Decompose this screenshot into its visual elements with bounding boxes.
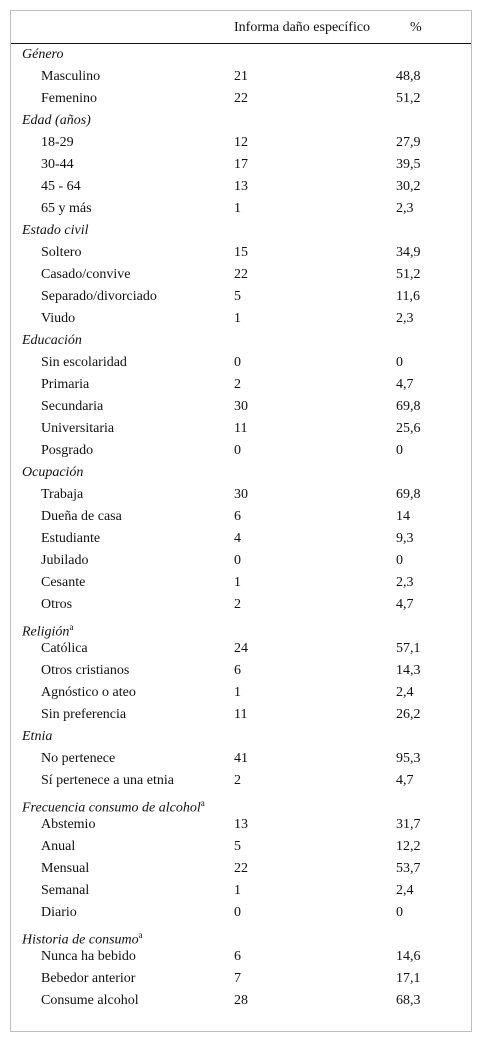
group-header bbox=[11, 44, 471, 66]
group-title: Educación bbox=[22, 333, 82, 348]
group-header bbox=[11, 462, 471, 484]
row-percent: 14 bbox=[396, 509, 410, 524]
group-header bbox=[11, 220, 471, 242]
header-percent: % bbox=[410, 20, 422, 35]
row-count: 1 bbox=[234, 201, 241, 216]
row-label: Mensual bbox=[41, 861, 90, 876]
row-label: Jubilado bbox=[41, 553, 89, 568]
row-percent: 34,9 bbox=[396, 245, 421, 260]
table-row bbox=[11, 286, 471, 308]
table-row bbox=[11, 176, 471, 198]
row-percent: 2,4 bbox=[396, 685, 414, 700]
table-row bbox=[11, 946, 471, 968]
row-percent: 2,3 bbox=[396, 311, 414, 326]
row-label: Posgrado bbox=[41, 443, 94, 458]
table-header bbox=[11, 11, 471, 44]
row-percent: 11,6 bbox=[396, 289, 420, 304]
row-percent: 30,2 bbox=[396, 179, 421, 194]
row-percent: 12,2 bbox=[396, 839, 421, 854]
row-percent: 9,3 bbox=[396, 531, 414, 546]
table-row bbox=[11, 902, 471, 924]
row-percent: 95,3 bbox=[396, 751, 421, 766]
row-count: 21 bbox=[234, 69, 248, 84]
row-count: 7 bbox=[234, 971, 241, 986]
table-row bbox=[11, 968, 471, 990]
row-count: 0 bbox=[234, 355, 241, 370]
table-row bbox=[11, 770, 471, 792]
group-header bbox=[11, 330, 471, 352]
table-row bbox=[11, 638, 471, 660]
row-label: Estudiante bbox=[41, 531, 101, 546]
row-percent: 4,7 bbox=[396, 597, 414, 612]
row-percent: 25,6 bbox=[396, 421, 421, 436]
row-label: Casado/convive bbox=[41, 267, 131, 282]
row-label: Primaria bbox=[41, 377, 90, 392]
row-percent: 26,2 bbox=[396, 707, 421, 722]
table-row bbox=[11, 704, 471, 726]
row-label: Otros cristianos bbox=[41, 663, 130, 678]
row-label: Soltero bbox=[41, 245, 82, 260]
header-count: Informa daño específico bbox=[234, 20, 371, 35]
group-title: Religión$^a$ bbox=[22, 622, 74, 640]
table-row bbox=[11, 88, 471, 110]
row-count: 22 bbox=[234, 267, 248, 282]
row-count: 2 bbox=[234, 597, 241, 612]
row-percent: 51,2 bbox=[396, 91, 421, 106]
table-row bbox=[11, 572, 471, 594]
row-percent: 0 bbox=[396, 553, 403, 568]
row-count: 5 bbox=[234, 289, 241, 304]
table-row bbox=[11, 660, 471, 682]
row-count: 30 bbox=[234, 487, 248, 502]
row-percent: 69,8 bbox=[396, 487, 421, 502]
row-count: 22 bbox=[234, 861, 248, 876]
row-label: 18-29 bbox=[41, 135, 74, 150]
row-count: 1 bbox=[234, 311, 241, 326]
row-label: Dueña de casa bbox=[41, 509, 122, 524]
row-percent: 0 bbox=[396, 443, 403, 458]
row-count: 11 bbox=[234, 707, 248, 722]
row-count: 6 bbox=[234, 949, 241, 964]
group-title: Frecuencia consumo de alcohol$^a$ bbox=[22, 798, 205, 816]
row-count: 41 bbox=[234, 751, 248, 766]
table-row bbox=[11, 308, 471, 330]
table-row bbox=[11, 484, 471, 506]
row-count: 2 bbox=[234, 773, 241, 788]
row-percent: 39,5 bbox=[396, 157, 421, 172]
table-row bbox=[11, 374, 471, 396]
table-row bbox=[11, 528, 471, 550]
row-count: 13 bbox=[234, 817, 248, 832]
row-percent: 14,3 bbox=[396, 663, 421, 678]
table-row bbox=[11, 880, 471, 902]
row-label: Femenino bbox=[41, 91, 97, 106]
row-percent: 2,4 bbox=[396, 883, 414, 898]
row-percent: 17,1 bbox=[396, 971, 421, 986]
row-label: Anual bbox=[41, 839, 76, 854]
row-label: Diario bbox=[41, 905, 77, 920]
table-row bbox=[11, 814, 471, 836]
row-label: 30-44 bbox=[41, 157, 74, 172]
table-row bbox=[11, 242, 471, 264]
row-count: 2 bbox=[234, 377, 241, 392]
row-count: 24 bbox=[234, 641, 248, 656]
row-count: 11 bbox=[234, 421, 248, 436]
table-body bbox=[11, 44, 471, 1012]
row-label: No pertenece bbox=[41, 751, 116, 766]
row-count: 5 bbox=[234, 839, 241, 854]
row-percent: 4,7 bbox=[396, 377, 414, 392]
row-percent: 68,3 bbox=[396, 993, 421, 1008]
row-label: Sin escolaridad bbox=[41, 355, 127, 370]
row-percent: 4,7 bbox=[396, 773, 414, 788]
row-count: 30 bbox=[234, 399, 248, 414]
group-title: Edad (años) bbox=[22, 113, 91, 128]
row-label: Agnóstico o ateo bbox=[41, 685, 136, 700]
row-count: 17 bbox=[234, 157, 248, 172]
row-count: 28 bbox=[234, 993, 248, 1008]
row-count: 6 bbox=[234, 509, 241, 524]
table-row bbox=[11, 748, 471, 770]
row-percent: 51,2 bbox=[396, 267, 421, 282]
row-percent: 31,7 bbox=[396, 817, 421, 832]
row-count: 6 bbox=[234, 663, 241, 678]
row-percent: 27,9 bbox=[396, 135, 421, 150]
row-label: Católica bbox=[41, 641, 88, 656]
row-label: Secundaria bbox=[41, 399, 104, 414]
table-row bbox=[11, 506, 471, 528]
row-label: Bebedor anterior bbox=[41, 971, 136, 986]
table-row bbox=[11, 990, 471, 1012]
table-row bbox=[11, 198, 471, 220]
row-label: 45 - 64 bbox=[41, 179, 81, 194]
row-percent: 14,6 bbox=[396, 949, 421, 964]
row-label: Separado/divorciado bbox=[41, 289, 157, 304]
row-percent: 0 bbox=[396, 355, 403, 370]
row-label: Sí pertenece a una etnia bbox=[41, 773, 174, 788]
group-header bbox=[11, 792, 471, 814]
row-count: 4 bbox=[234, 531, 241, 546]
group-header bbox=[11, 726, 471, 748]
group-header bbox=[11, 110, 471, 132]
row-label: Viudo bbox=[41, 311, 76, 326]
row-percent: 48,8 bbox=[396, 69, 421, 84]
row-count: 0 bbox=[234, 553, 241, 568]
table-row bbox=[11, 836, 471, 858]
row-label: Trabaja bbox=[41, 487, 84, 502]
table-row bbox=[11, 440, 471, 462]
table-row bbox=[11, 396, 471, 418]
row-percent: 53,7 bbox=[396, 861, 421, 876]
row-label: Abstemio bbox=[41, 817, 96, 832]
row-count: 0 bbox=[234, 443, 241, 458]
row-count: 1 bbox=[234, 575, 241, 590]
row-label: Consume alcohol bbox=[41, 993, 139, 1008]
row-count: 12 bbox=[234, 135, 248, 150]
table-row bbox=[11, 264, 471, 286]
table-row bbox=[11, 858, 471, 880]
row-label: Sin preferencia bbox=[41, 707, 127, 722]
row-label: Universitaria bbox=[41, 421, 115, 436]
group-header bbox=[11, 616, 471, 638]
table-row bbox=[11, 418, 471, 440]
table-row bbox=[11, 154, 471, 176]
table-row bbox=[11, 352, 471, 374]
row-percent: 57,1 bbox=[396, 641, 421, 656]
row-label: Semanal bbox=[41, 883, 90, 898]
group-title: Ocupación bbox=[22, 465, 84, 480]
footnote-marker: a bbox=[138, 930, 143, 940]
row-label: Otros bbox=[41, 597, 73, 612]
row-label: Nunca ha bebido bbox=[41, 949, 136, 964]
group-title: Género bbox=[22, 47, 64, 62]
row-percent: 2,3 bbox=[396, 575, 414, 590]
row-count: 1 bbox=[234, 883, 241, 898]
group-title: Estado civil bbox=[22, 223, 89, 238]
group-title: Historia de consumo$^a$ bbox=[22, 930, 143, 948]
table-row bbox=[11, 682, 471, 704]
row-label: Masculino bbox=[41, 69, 101, 84]
table-row bbox=[11, 550, 471, 572]
row-percent: 69,8 bbox=[396, 399, 421, 414]
row-count: 22 bbox=[234, 91, 248, 106]
row-label: Cesante bbox=[41, 575, 86, 590]
table-row bbox=[11, 132, 471, 154]
group-title: Etnia bbox=[22, 729, 53, 744]
footnote-marker: a bbox=[200, 798, 205, 808]
row-percent: 2,3 bbox=[396, 201, 414, 216]
footnote-marker: a bbox=[69, 622, 74, 632]
data-table bbox=[10, 10, 472, 1032]
row-count: 1 bbox=[234, 685, 241, 700]
row-count: 13 bbox=[234, 179, 248, 194]
row-count: 0 bbox=[234, 905, 241, 920]
table-row bbox=[11, 66, 471, 88]
group-header bbox=[11, 924, 471, 946]
row-label: 65 y más bbox=[41, 201, 92, 216]
table-row bbox=[11, 594, 471, 616]
row-percent: 0 bbox=[396, 905, 403, 920]
row-count: 15 bbox=[234, 245, 248, 260]
